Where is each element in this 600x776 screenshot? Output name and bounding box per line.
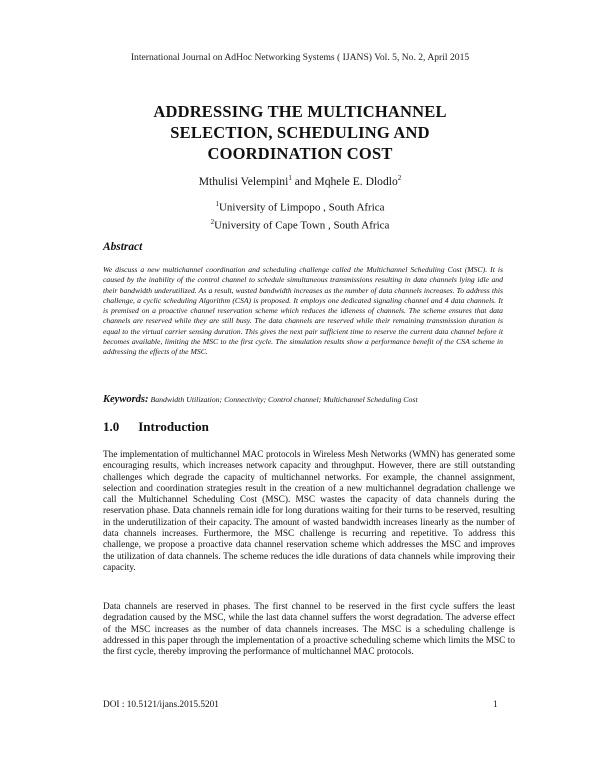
body-paragraph-2: Data channels are reserved in phases. The first channel to be reserved in the first cycle suffers the least degradation caused by the MSC, while the last data channel suffers the worst degradation. The adverse effect of the MSC increases as the number of data channels increases. The MSC is a scheduling challenge is addressed in this paper through the implementation of a proactive scheduling scheme which limits the MSC to the first cycle, thereby improving the performance of multichannel MAC protocols. [103, 602, 515, 658]
keywords-label: Keywords: [103, 394, 149, 405]
page-number: 1 [493, 700, 498, 710]
body-paragraph-1: The implementation of multichannel MAC protocols in Wireless Mesh Networks (WMN) has generated some encouraging results, which increases network capacity and throughput. However, there are still outstanding challenges which degrade the capacity of multichannel networks. For example, the channel assignment, selection and coordination strategies result in the creation of a new multichannel degradation challenge we call the Multichannel Scheduling Cost (MSC). MSC wastes the capacity of data channels during the reservation phase. Data channels remain idle for long durations waiting for their turns to be reserved, resulting in the underutilization of their capacity. The amount of wasted bandwidth increases linearly as the number of data channels increases. Furthermore, the MSC challenge is recurring and repetitive. To address this challenge, we propose a proactive data channel reservation scheme which addresses the MSC and improves the utilization of data channels. The scheme reduces the idle durations of data channels while improving their capacity. [103, 450, 515, 573]
author-list [0, 174, 600, 188]
section-heading-introduction [103, 419, 209, 435]
affiliation-1-mark: 1 [215, 200, 219, 208]
author-1-name: Mthulisi Velempini [198, 174, 289, 188]
paper-title [60, 101, 540, 164]
affiliation-2-text: University of Cape Town , South Africa [214, 219, 390, 232]
author-2-affil-mark: 2 [397, 174, 402, 182]
author-2-name: Mqhele E. Dlodlo [314, 174, 398, 188]
section-number: 1.0 [103, 419, 120, 434]
affiliation-list [0, 197, 600, 232]
section-title: Introduction [138, 419, 209, 434]
title-line-2: SELECTION, SCHEDULING AND [170, 123, 430, 142]
author-connector: and [291, 174, 315, 188]
footer-doi: DOI : 10.5121/ijans.2015.5201 [103, 700, 219, 710]
running-header: International Journal on AdHoc Networking Systems ( IJANS) Vol. 5, No. 2, April 2015 [130, 52, 470, 63]
title-line-3: COORDINATION COST [207, 144, 393, 163]
title-line-1: ADDRESSING THE MULTICHANNEL [153, 102, 447, 121]
abstract-heading: Abstract [103, 241, 143, 253]
affiliation-2 [0, 215, 600, 233]
affiliation-2-mark: 2 [210, 217, 215, 226]
author-1-affil-mark: 1 [288, 174, 292, 182]
keywords-text: Bandwidth Utilization; Connectivity; Control channel; Multichannel Scheduling Cost [150, 395, 418, 404]
abstract-text: We discuss a new multichannel coordination and scheduling challenge called the Multichannel Scheduling Cost (MSC). It is caused by the inability of the control channel to schedule simultaneous transmissions resulting in data channels lying idle and their bandwidth underutilized. As a result, wasted bandwidth increases as the number of data channels increases. To address this challenge, a cyclic scheduling Algorithm (CSA) is proposed. It employs one dedicated signaling channel and 4 data channels. It is premised on a proactive channel reservation scheme which reduces the idleness of channels. The scheme ensures that data channels are reserved while they are still busy. The data channels are reserved while their remaining transmission duration is equal to the virtual carrier sensing duration. This gives the next pair sufficient time to reserve the current data channel before it becomes available, limiting the MSC to the first cycle. The simulation results show a performance benefit of the CSA scheme in addressing the effects of the MSC. [103, 265, 503, 357]
keywords [103, 394, 503, 405]
affiliation-1-text: University of Limpopo , South Africa [218, 201, 385, 214]
affiliation-1 [0, 197, 600, 215]
